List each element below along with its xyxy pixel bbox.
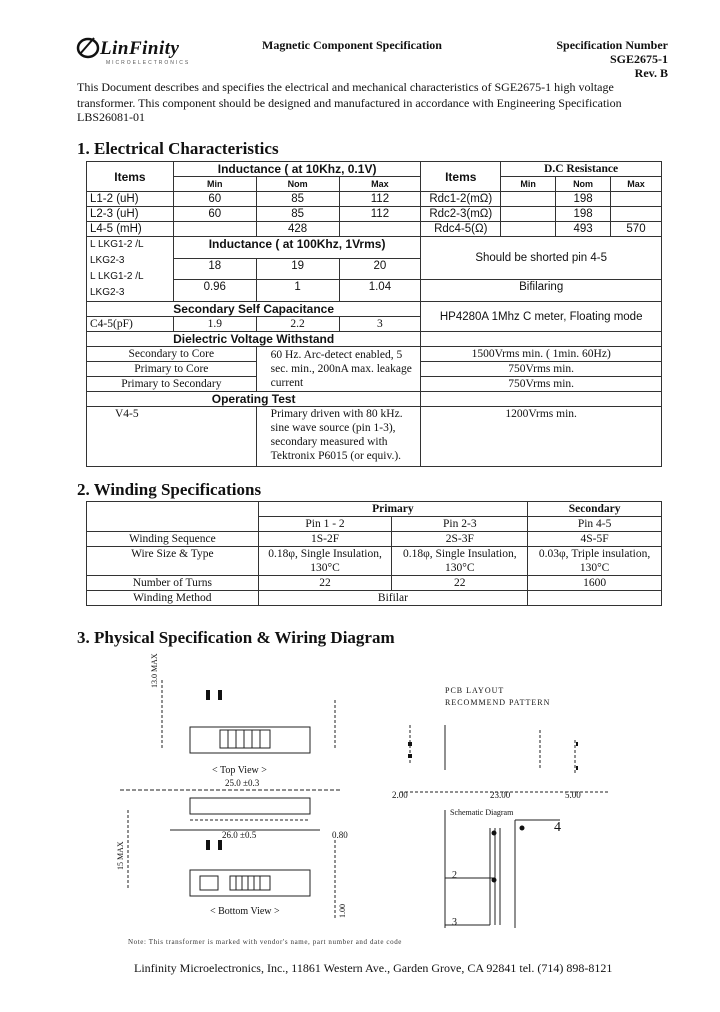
section1-title: 1. Electrical Characteristics <box>77 139 279 158</box>
winding-v1: 22 <box>258 576 392 591</box>
pcb-dim-r: 5.00 <box>565 790 581 800</box>
pcb-note: Schematic Diagram <box>450 808 514 817</box>
col-dnom: Nom <box>556 177 611 192</box>
spec-label: Specification Number <box>556 38 668 52</box>
row-dnom: 198 <box>556 207 611 222</box>
section3-title: 3. Physical Specification & Wiring Diagram <box>77 628 395 647</box>
row-nom: 428 <box>256 222 339 237</box>
row-dmin <box>501 207 556 222</box>
winding-v3: 1600 <box>528 576 662 591</box>
row-min <box>173 222 256 237</box>
row-item: L2-3 (uH) <box>87 207 174 222</box>
inductance-header: Inductance ( at 10Khz, 0.1V) <box>173 162 421 177</box>
llk2-min: 0.96 <box>173 280 256 302</box>
dielectric-cond: 60 Hz. Arc-detect enabled, 5 sec. min., 200nA max. leakage current <box>256 347 421 392</box>
row-dmax: 570 <box>611 222 662 237</box>
pin-2-label: 2 <box>452 870 457 881</box>
operating-value: 1200Vrms min. <box>421 407 662 467</box>
pin-header: Pin 4-5 <box>528 517 662 532</box>
winding-v2: 22 <box>392 576 528 591</box>
method-value: Bifilar <box>258 591 528 606</box>
items-header-2: Items <box>421 162 501 192</box>
llk2-max: 1.04 <box>339 280 421 302</box>
dim-100: 1.00 <box>338 904 347 918</box>
winding-label: Winding Sequence <box>87 532 259 547</box>
row-dmax <box>611 192 662 207</box>
row-dmax <box>611 207 662 222</box>
pin-4-label: 4 <box>554 820 561 835</box>
operating-item: V4-5 <box>87 407 257 467</box>
dielectric-item: Primary to Secondary <box>87 377 257 392</box>
table-row <box>87 192 662 207</box>
col-dmin: Min <box>501 177 556 192</box>
table-row <box>87 207 662 222</box>
dielectric-item: Primary to Core <box>87 362 257 377</box>
dim-15: 15 MAX <box>116 841 125 870</box>
note-bifilaring: Bifilaring <box>421 280 662 302</box>
winding-table <box>86 501 662 606</box>
intro-line-1: This Document describes and specifies the electrical and mechanical characteristics of SGE2675-1 high voltage <box>77 80 614 94</box>
secondary-header: Secondary <box>528 502 662 517</box>
dielectric-value: 750Vrms min. <box>421 362 662 377</box>
intro-line-3: LBS26081-01 <box>77 110 146 124</box>
row-dnom: 493 <box>556 222 611 237</box>
winding-v1: 1S-2F <box>258 532 392 547</box>
row-max <box>339 222 421 237</box>
dcr-header: D.C Resistance <box>501 162 662 177</box>
col-max: Max <box>339 177 421 192</box>
dielectric-header: Dielectric Voltage Withstand <box>87 332 421 347</box>
intro-line-2: transformer. This component should be designed and manufactured in accordance with Engineering Specification <box>77 96 622 110</box>
row-ditem: Rdc4-5(Ω) <box>421 222 501 237</box>
dim-080: 0.80 <box>332 830 348 840</box>
llk-min: 18 <box>173 258 256 280</box>
row-nom: 85 <box>256 192 339 207</box>
cap-item: C4-5(pF) <box>87 317 174 332</box>
winding-v3: 4S-5F <box>528 532 662 547</box>
pcb-subtitle: RECOMMEND PATTERN <box>445 698 551 707</box>
physical-drawing <box>110 653 620 928</box>
items-header: Items <box>87 162 174 192</box>
pin-3-label: 3 <box>452 917 457 928</box>
col-min: Min <box>173 177 256 192</box>
row-max: 112 <box>339 192 421 207</box>
cap-header: Secondary Self Capacitance <box>87 302 421 317</box>
bottom-view-label: < Bottom View > <box>210 906 280 917</box>
llk-max: 20 <box>339 258 421 280</box>
top-view-label: < Top View > <box>212 765 267 776</box>
winding-label: Wire Size & Type <box>87 547 259 576</box>
row-dmin <box>501 222 556 237</box>
dim-25: 25.0 ±0.3 <box>225 778 260 788</box>
pcb-dim-l: 2.00 <box>392 790 408 800</box>
dim-13: 13.0 MAX <box>150 653 159 688</box>
physical-note: Note: This transformer is marked with vendor's name, part number and date code <box>128 938 403 946</box>
row-min: 60 <box>173 207 256 222</box>
cap-min: 1.9 <box>173 317 256 332</box>
llk-label-1: L LKG1-2 /L LKG2-3 <box>90 239 144 266</box>
dielectric-value: 1500Vrms min. ( 1min. 60Hz) <box>421 347 662 362</box>
pcb-title: PCB LAYOUT <box>445 686 505 695</box>
llk2-nom: 1 <box>256 280 339 302</box>
drawing-lines <box>110 670 620 928</box>
dielectric-item: Secondary to Core <box>87 347 257 362</box>
cap-max: 3 <box>339 317 421 332</box>
company-tag: MICROELECTRONICS <box>106 60 191 66</box>
row-ditem: Rdc1-2(mΩ) <box>421 192 501 207</box>
ind100-header: Inductance ( at 100Khz, 1Vrms) <box>173 237 421 259</box>
note-shorted: Should be shorted pin 4-5 <box>421 237 662 280</box>
company-name: LinFinity <box>100 38 180 59</box>
row-item: L4-5 (mH) <box>87 222 174 237</box>
table-row <box>87 222 662 237</box>
footer: Linfinity Microelectronics, Inc., 11861 Western Ave., Garden Grove, CA 92841 tel. (714) 898-8121 <box>134 961 613 975</box>
dim-26: 26.0 ±0.5 <box>222 830 257 840</box>
col-dmax: Max <box>611 177 662 192</box>
cap-nom: 2.2 <box>256 317 339 332</box>
rev: Rev. B <box>634 66 668 80</box>
winding-label: Number of Turns <box>87 576 259 591</box>
dielectric-value: 750Vrms min. <box>421 377 662 392</box>
doc-title: Magnetic Component Specification <box>262 38 442 52</box>
winding-v3: 0.03φ, Triple insulation, 130°C <box>528 547 662 576</box>
operating-cond: Primary driven with 80 kHz. sine wave source (pin 1-3), secondary measured with Tektronix P6015 (or equiv.). <box>256 407 421 467</box>
row-dnom: 198 <box>556 192 611 207</box>
row-item: L1-2 (uH) <box>87 192 174 207</box>
llk-nom: 19 <box>256 258 339 280</box>
company-logo <box>74 32 191 72</box>
primary-header: Primary <box>258 502 528 517</box>
spec-number: SGE2675-1 <box>609 52 668 66</box>
cap-note: HP4280A 1Mhz C meter, Floating mode <box>421 302 662 332</box>
electrical-table <box>86 161 662 467</box>
winding-v1: 0.18φ, Single Insulation, 130°C <box>258 547 392 576</box>
section2-title: 2. Winding Specifications <box>77 480 262 499</box>
pcb-dim-m: 23.00 <box>490 790 511 800</box>
row-ditem: Rdc2-3(mΩ) <box>421 207 501 222</box>
pin-header: Pin 1 - 2 <box>258 517 392 532</box>
row-min: 60 <box>173 192 256 207</box>
operating-header: Operating Test <box>87 392 421 407</box>
winding-v2: 0.18φ, Single Insulation, 130°C <box>392 547 528 576</box>
row-max: 112 <box>339 207 421 222</box>
method-label: Winding Method <box>87 591 259 606</box>
row-dmin <box>501 192 556 207</box>
llk-label-2: L LKG1-2 /L LKG2-3 <box>90 271 144 298</box>
winding-v2: 2S-3F <box>392 532 528 547</box>
row-nom: 85 <box>256 207 339 222</box>
pin-header: Pin 2-3 <box>392 517 528 532</box>
col-nom: Nom <box>256 177 339 192</box>
